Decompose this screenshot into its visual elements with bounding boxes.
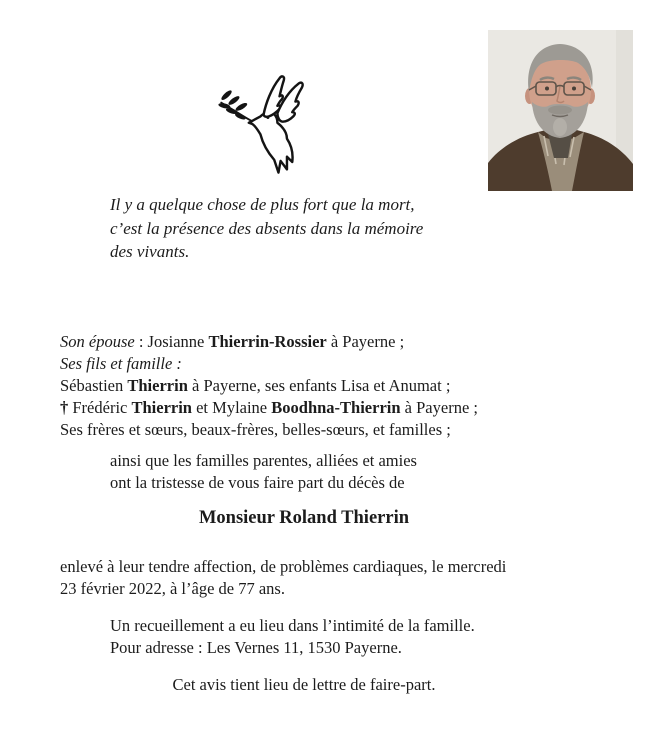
ceremony-line-2: Pour adresse : Les Vernes 11, 1530 Payerne. (110, 638, 402, 657)
family-line-son-1 (60, 375, 478, 397)
family-line-spouse (60, 331, 478, 353)
family-line-siblings: Ses frères et sœurs, beaux-frères, belles-sœurs, et familles ; (60, 420, 451, 439)
son1-surname: Thierrin (127, 376, 188, 395)
death-details (60, 556, 506, 600)
ceremony-line-1: Un recueillement a eu lieu dans l’intimité de la famille. (110, 616, 475, 635)
son2-first-name: Frédéric (72, 398, 132, 417)
son2-surname: Thierrin (131, 398, 192, 417)
family-line-sons-label: Ses fils et famille : (60, 354, 182, 373)
announcement-line-2: ont la tristesse de vous faire part du décès de (110, 473, 405, 492)
dove-body (249, 76, 303, 172)
son2-spouse-first-name: et Mylaine (191, 398, 272, 417)
portrait-eye-right (572, 87, 576, 91)
family-list (60, 331, 478, 441)
spouse-place: à Payerne ; (326, 332, 405, 351)
footer-note: Cet avis tient lieu de lettre de faire-part. (172, 675, 436, 694)
son2-spouse-surname: Boodhna-Thierrin (271, 398, 401, 417)
announcement (110, 450, 417, 494)
dove-eye (266, 116, 269, 119)
family-line-son-2 (60, 397, 478, 419)
announcement-line-1: ainsi que les familles parentes, alliées et amies (110, 451, 417, 470)
olive-branch-icon (218, 89, 253, 122)
son1-first-name: Sébastien (60, 376, 128, 395)
death-details-line-2: 23 février 2022, à l’âge de 77 ans. (60, 579, 285, 598)
portrait-eye-left (545, 87, 549, 91)
son1-details: à Payerne, ses enfants Lisa et Anumat ; (187, 376, 451, 395)
quote-line-2: c’est la présence des absents dans la mémoire (110, 218, 424, 238)
deceased-portrait-photo (488, 30, 633, 191)
dove-icon (214, 74, 326, 180)
son2-place: à Payerne ; (400, 398, 478, 417)
death-details-line-1: enlevé à leur tendre affection, de problèmes cardiaques, le mercredi (60, 557, 507, 576)
deceased-name: Monsieur Roland Thierrin (198, 508, 410, 528)
spouse-label: Son épouse (60, 332, 135, 351)
ceremony-info (110, 615, 475, 659)
spouse-first-name: : Josianne (134, 332, 209, 351)
quote-line-3: des vivants. (110, 242, 190, 261)
quote-line-1: Il y a quelque chose de plus fort que la mort, (110, 195, 415, 214)
memorial-quote (110, 193, 423, 264)
spouse-surname: Thierrin-Rossier (208, 332, 327, 351)
deceased-marker: † (60, 398, 73, 417)
